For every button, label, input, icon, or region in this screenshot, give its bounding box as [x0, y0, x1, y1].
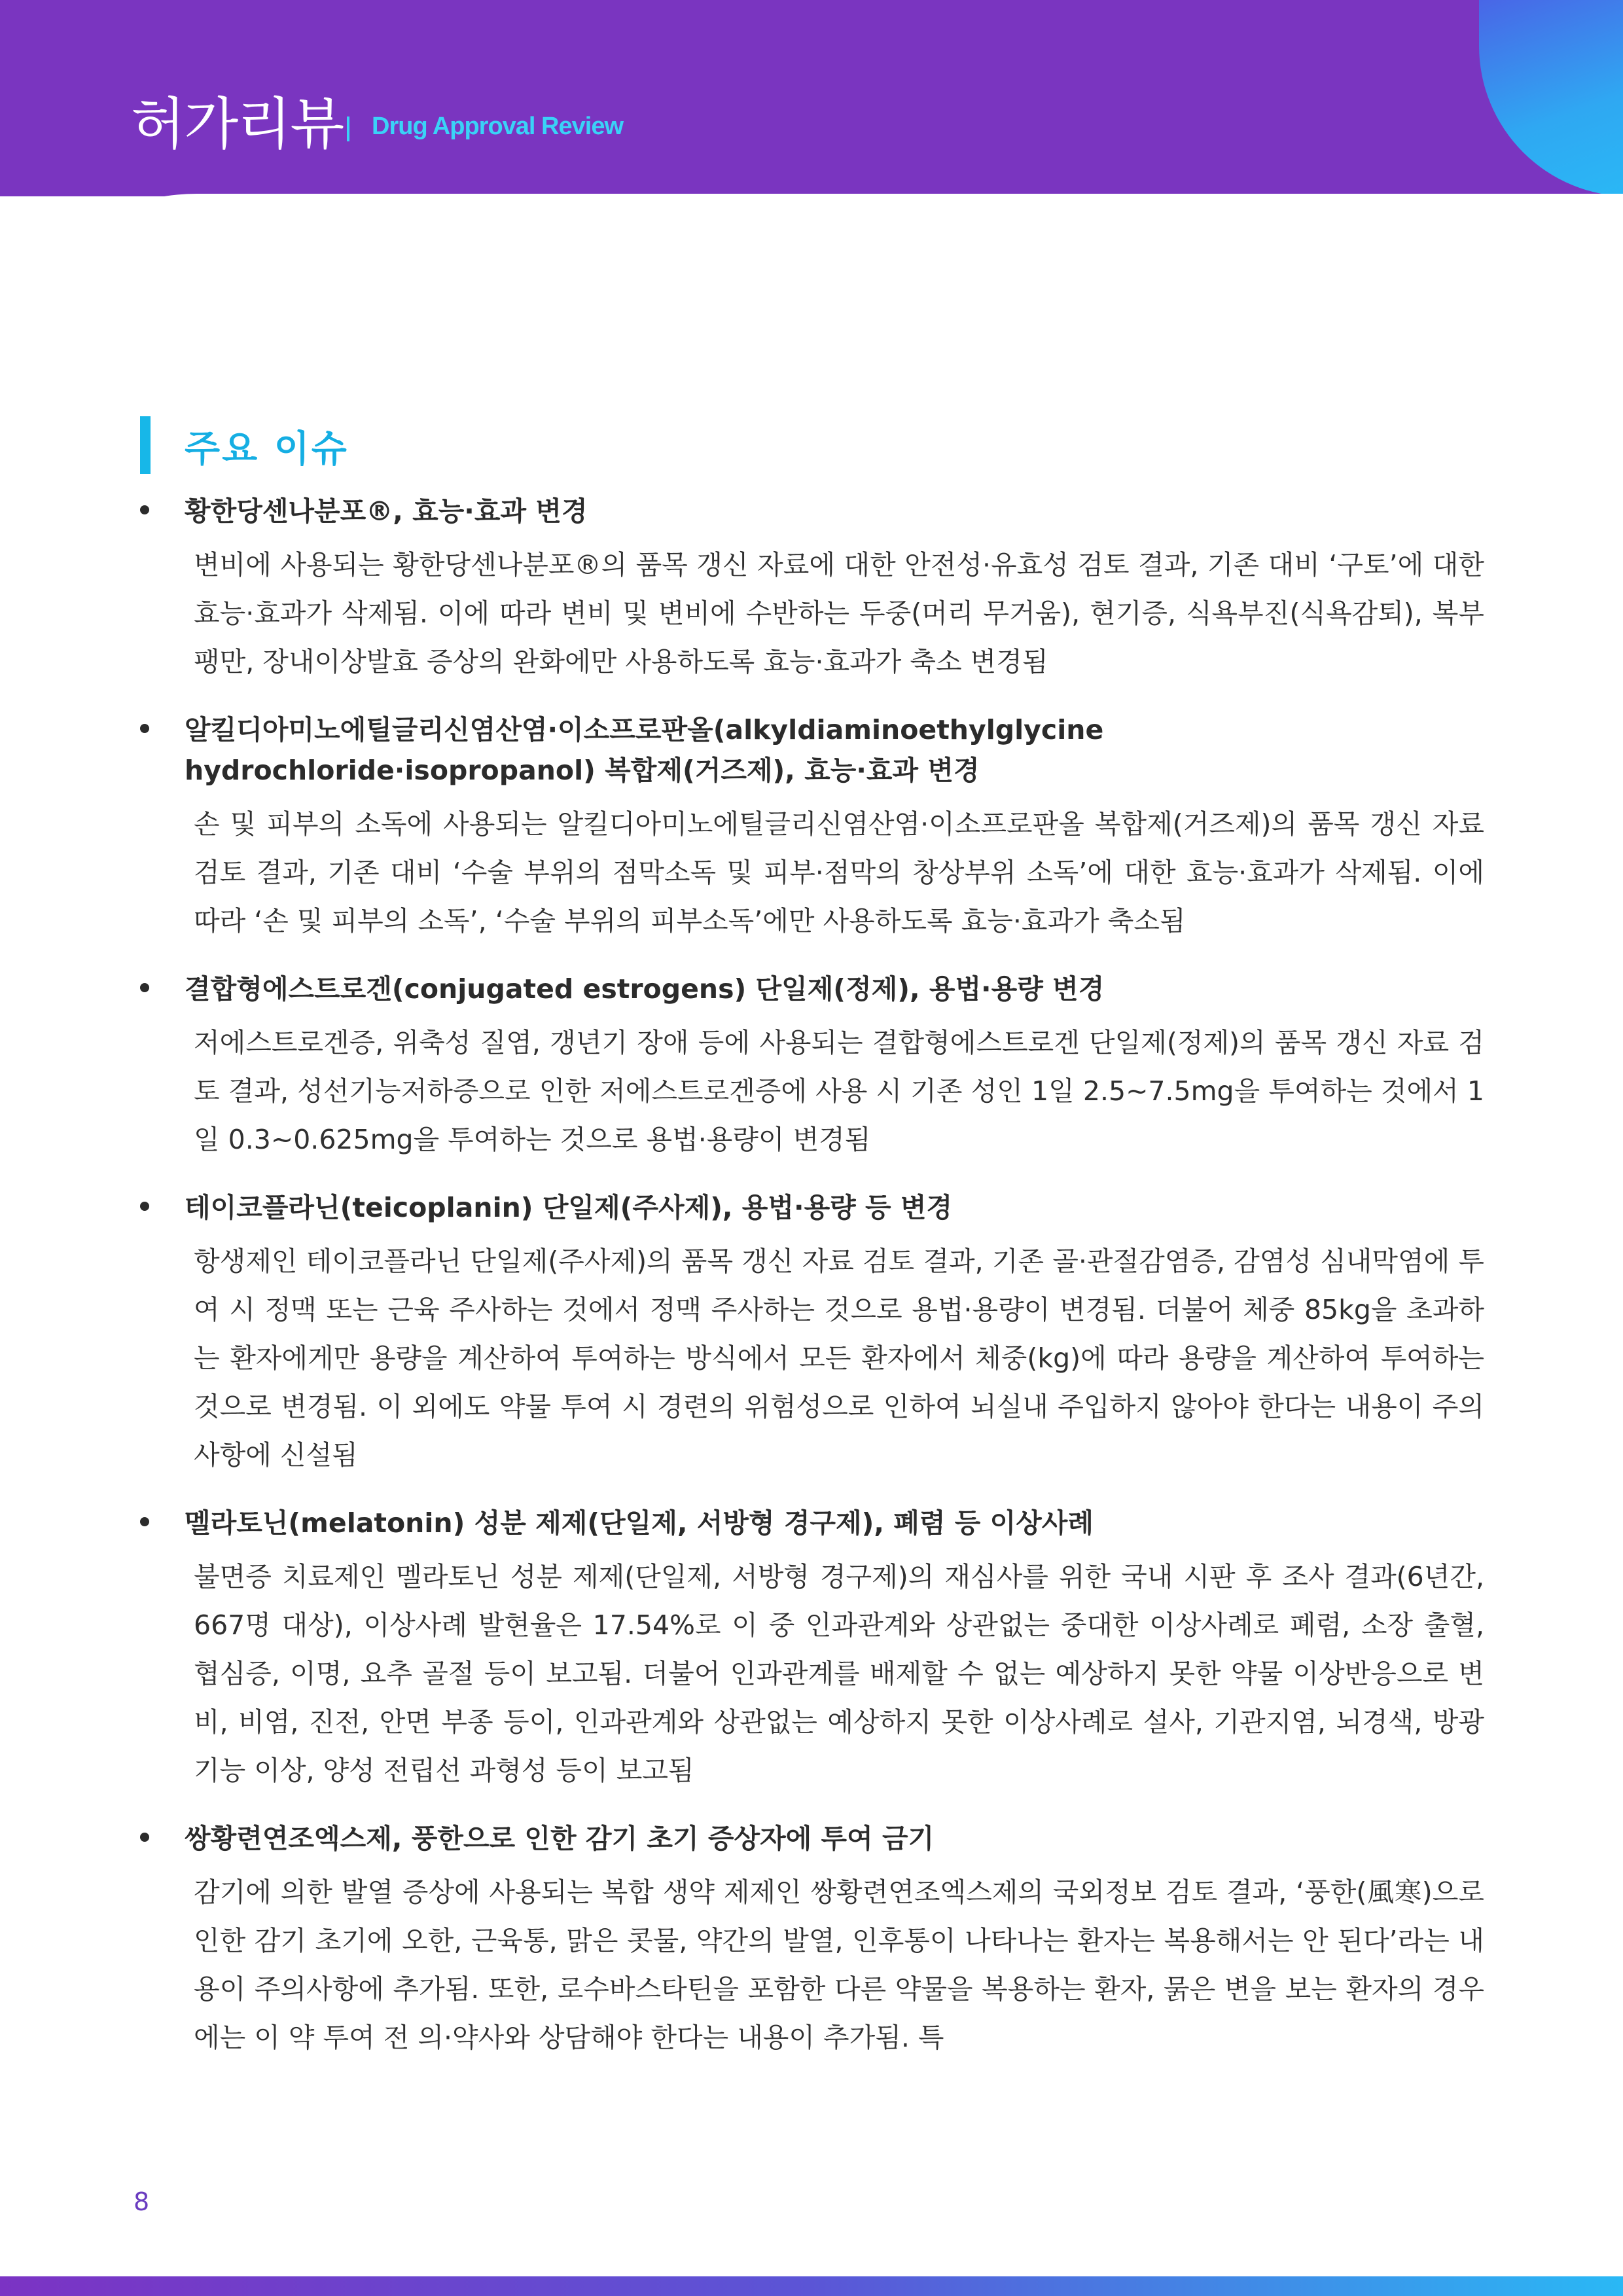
section-accent-bar: [140, 416, 151, 474]
issue-title: 결합형에스트로겐(conjugated estrogens) 단일제(정제), 용법·용량 변경: [185, 973, 1105, 1005]
page-number: 8: [134, 2187, 150, 2216]
issue-body: 불면증 치료제인 멜라토닌 성분 제제(단일제, 서방형 경구제)의 재심사를 위한 국내 시판 후 조사 결과(6년간, 667명 대상), 이상사례 발현율은 17.54%로 이 중 인과관계와 상관없는 중대한 이상사례로 폐렴, 소장 출혈, 협심증, 이명, 요추 골절 등이 보고됨. 더불어 인과관계를 배제할 수 없는 예상하지 못한 약물 이상반응으로 변비, 비염, 진전, 안면 부종 등이, 인과관계와 상관없는 예상하지 못한 이상사례로 설사, 기관지염, 뇌경색, 방광 기능 이상, 양성 전립선 과형성 등이 보고됨: [194, 1561, 1484, 1786]
bullet-icon: [140, 1517, 149, 1526]
bullet-icon: [140, 505, 149, 514]
bullet-icon: [140, 983, 149, 992]
issue-item: [140, 1187, 1484, 1479]
page-header: [0, 0, 1623, 196]
bullet-icon: [140, 1202, 149, 1211]
header-title-korean: 허가리뷰: [131, 92, 344, 157]
issue-item: [140, 1503, 1484, 1795]
bullet-icon: [140, 1833, 149, 1842]
issue-body: 손 및 피부의 소독에 사용되는 알킬디아미노에틸글리신염산염·이소프로판올 복합제(거즈제)의 품목 갱신 자료 검토 결과, 기존 대비 ‘수술 부위의 점막소독 및 피부·점막의 창상부위 소독’에 대한 효능·효과가 삭제됨. 이에 따라 ‘손 및 피부의 소독’, ‘수술 부위의 피부소독’에만 사용하도록 효능·효과가 축소됨: [194, 808, 1484, 937]
issue-item: [140, 709, 1484, 945]
issue-title: 알킬디아미노에틸글리신염산염·이소프로판올(alkyldiaminoethylglycine hydrochloride·isopropanol) 복합제(거즈제), 효능·효과 변경: [185, 714, 1104, 786]
header-divider: [347, 117, 349, 141]
issue-list: [140, 491, 1484, 2085]
issue-body: 감기에 의한 발열 증상에 사용되는 복합 생약 제제인 쌍황련연조엑스제의 국외정보 검토 결과, ‘풍한(風寒)으로 인한 감기 초기에 오한, 근육통, 맑은 콧물, 약간의 발열, 인후통이 나타나는 환자는 복용해서는 안 된다’라는 내용이 주의사항에 추가됨. 또한, 로수바스타틴을 포함한 다른 약물을 복용하는 환자, 묽은 변을 보는 환자의 경우에는 이 약 투여 전 의·약사와 상담해야 한다는 내용이 추가됨. 특: [194, 1876, 1484, 2053]
issue-body: 항생제인 테이코플라닌 단일제(주사제)의 품목 갱신 자료 검토 결과, 기존 골·관절감염증, 감염성 심내막염에 투여 시 정맥 또는 근육 주사하는 것에서 정맥 주사하는 것으로 용법·용량이 변경됨. 더불어 체중 85kg을 초과하는 환자에게만 용량을 계산하여 투여하는 방식에서 모든 환자에서 체중(kg)에 따라 용량을 계산하여 투여하는 것으로 변경됨. 이 외에도 약물 투여 시 경련의 위험성으로 인하여 뇌실내 주입하지 않아야 한다는 내용이 주의사항에 신설됨: [194, 1246, 1484, 1471]
issue-body: 변비에 사용되는 황한당센나분포®의 품목 갱신 자료에 대한 안전성·유효성 검토 결과, 기존 대비 ‘구토’에 대한 효능·효과가 삭제됨. 이에 따라 변비 및 변비에 수반하는 두중(머리 무거움), 현기증, 식욕부진(식욕감퇴), 복부팽만, 장내이상발효 증상의 완화에만 사용하도록 효능·효과가 축소 변경됨: [194, 549, 1484, 677]
issue-title: 쌍황련연조엑스제, 풍한으로 인한 감기 초기 증상자에 투여 금기: [185, 1823, 935, 1854]
section-title: 주요 이슈: [185, 428, 349, 471]
issue-title: 황한당센나분포®, 효능·효과 변경: [185, 495, 588, 527]
issue-body: 저에스트로겐증, 위축성 질염, 갱년기 장애 등에 사용되는 결합형에스트로겐 단일제(정제)의 품목 갱신 자료 검토 결과, 성선기능저하증으로 인한 저에스트로겐증에 사용 시 기존 성인 1일 2.5~7.5mg을 투여하는 것에서 1일 0.3~0.625mg을 투여하는 것으로 용법·용량이 변경됨: [194, 1027, 1484, 1155]
issue-item: [140, 1818, 1484, 2062]
decorative-corner: [1479, 0, 1623, 196]
footer-gradient-bar: [0, 2276, 1623, 2296]
issue-title: 테이코플라닌(teicoplanin) 단일제(주사제), 용법·용량 등 변경: [185, 1192, 953, 1223]
issue-item: [140, 969, 1484, 1164]
issue-title: 멜라토닌(melatonin) 성분 제제(단일제, 서방형 경구제), 폐렴 등 이상사례: [185, 1507, 1094, 1539]
issue-item: [140, 491, 1484, 686]
bullet-icon: [140, 724, 149, 733]
header-title-english: Drug Approval Review: [372, 113, 624, 140]
content-curve: [0, 194, 1623, 390]
